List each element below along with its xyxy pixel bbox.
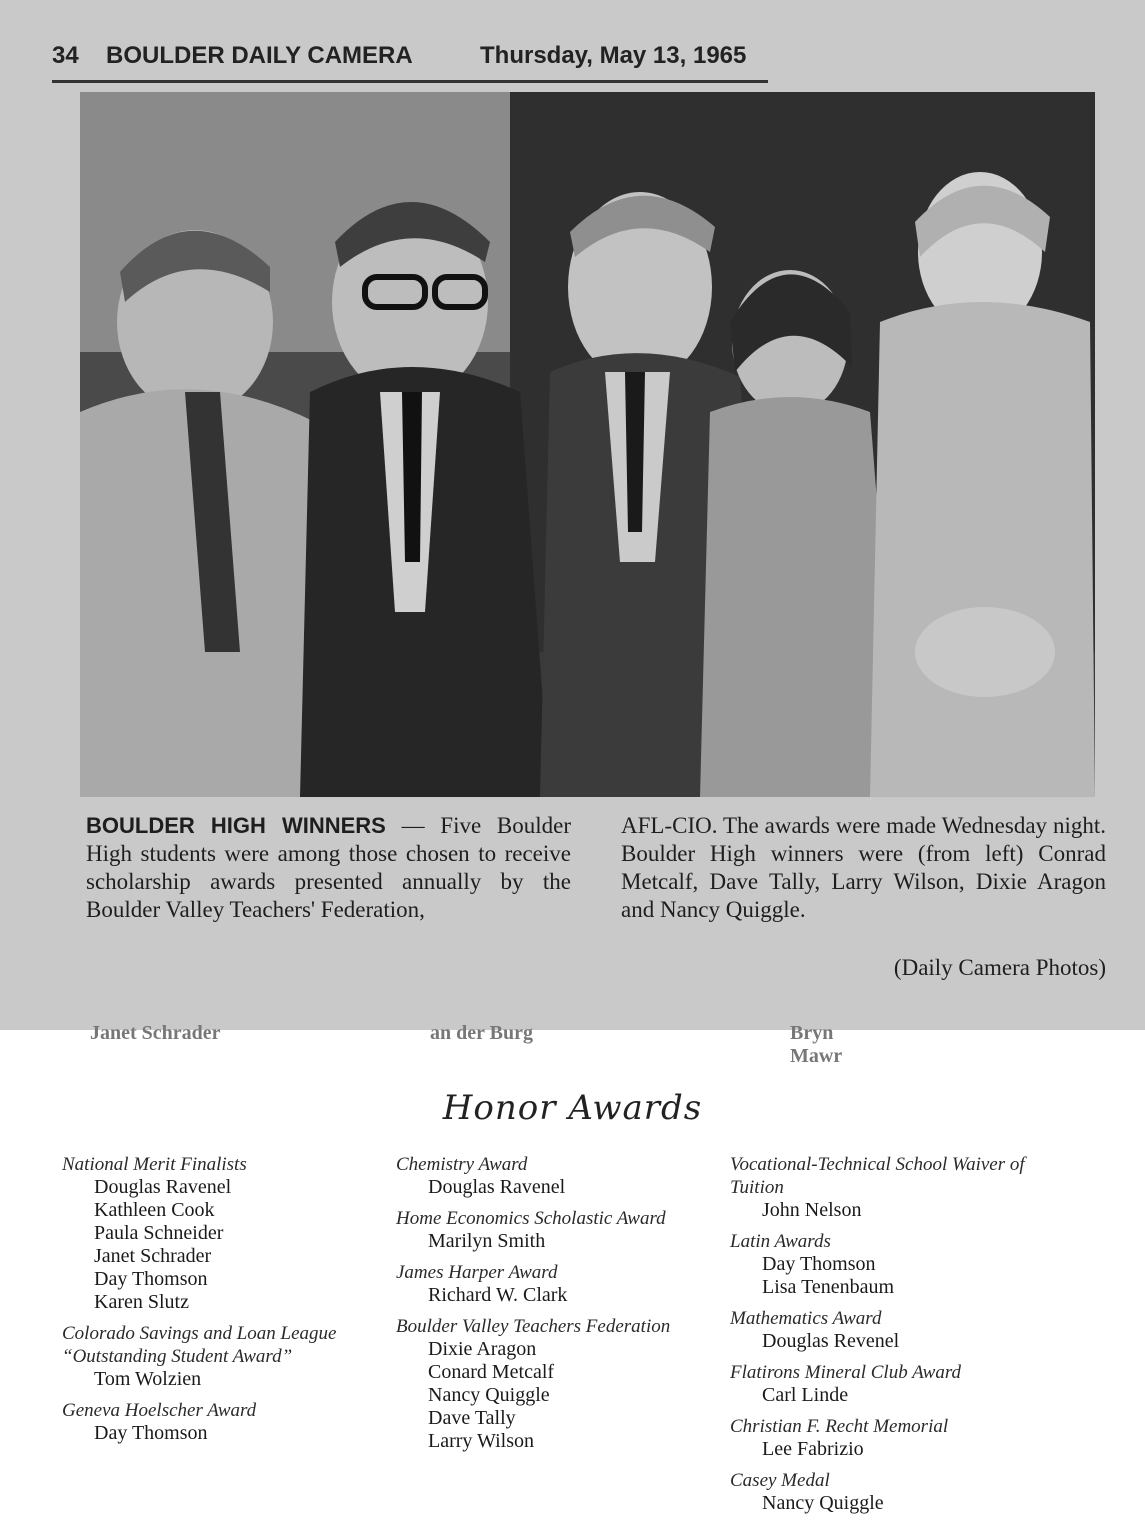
award-title: James Harper Award [396, 1262, 558, 1283]
recipient-name: Kathleen Cook [94, 1199, 215, 1221]
issue-date: Thursday, May 13, 1965 [480, 42, 747, 69]
recipient-name: Douglas Ravenel [94, 1176, 232, 1198]
award-title: Colorado Savings and Loan League “Outstanding Student Award” [62, 1323, 337, 1367]
award-title: Boulder Valley Teachers Federation [396, 1316, 671, 1337]
award-block [730, 1153, 1060, 1222]
award-block [396, 1315, 726, 1453]
photo-credit: (Daily Camera Photos) [893, 955, 1106, 980]
award-block [396, 1261, 726, 1307]
award-block [730, 1230, 1060, 1299]
awards-column-1 [62, 1153, 392, 1453]
page-number: 34 [52, 42, 79, 69]
recipient-name: Janet Schrader [94, 1245, 212, 1267]
award-title: Casey Medal [730, 1470, 830, 1491]
recipient-name: Lisa Tenenbaum [762, 1276, 895, 1298]
award-title: Geneva Hoelscher Award [62, 1400, 257, 1421]
caption-left-column [86, 812, 571, 924]
award-title: Vocational-Technical School Waiver of Tuition [730, 1154, 1025, 1198]
recipient-name: John Nelson [762, 1199, 862, 1221]
recipient-name: Carl Linde [762, 1384, 849, 1406]
winners-photo [80, 92, 1095, 797]
award-block [396, 1207, 726, 1253]
bleed-through-text [90, 1018, 843, 1067]
award-title: Home Economics Scholastic Award [396, 1208, 666, 1229]
caption-right-text: AFL-CIO. The awards were made Wednesday night. Boulder High winners were (from left) Conrad Metcalf, Dave Tally, Larry Wilson, Dixie Aragon and Nancy Quiggle. [621, 813, 1106, 922]
caption-right-column [621, 812, 1106, 924]
award-block [62, 1322, 392, 1391]
award-title: Christian F. Recht Memorial [730, 1416, 949, 1437]
recipient-name: Day Thomson [94, 1422, 208, 1444]
award-title: Mathematics Award [730, 1308, 882, 1329]
recipient-name: Lee Fabrizio [762, 1438, 864, 1460]
recipient-name: Douglas Revenel [762, 1330, 900, 1352]
award-block [730, 1307, 1060, 1353]
award-block [730, 1469, 1060, 1515]
bleed-text-2: an der Burg [430, 1022, 533, 1044]
awards-column-3 [730, 1153, 1060, 1523]
award-block [730, 1361, 1060, 1407]
award-title: Flatirons Mineral Club Award [730, 1362, 962, 1383]
masthead [52, 38, 772, 80]
award-title: Chemistry Award [396, 1154, 528, 1175]
winners-photo-image [80, 92, 1095, 797]
recipient-name: Nancy Quiggle [428, 1384, 550, 1406]
caption-left-text: — Five Boulder High students were among those chosen to receive scholarship awards presented annually by the Boulder Valley Teachers' Federation, [86, 813, 571, 922]
recipient-name: Conard Metcalf [428, 1361, 555, 1383]
recipient-name: Douglas Ravenel [428, 1176, 566, 1198]
recipient-name: Richard W. Clark [428, 1284, 568, 1306]
award-title: Latin Awards [730, 1231, 831, 1252]
award-block [396, 1153, 726, 1199]
recipient-name: Nancy Quiggle [762, 1492, 884, 1514]
awards-column-2 [396, 1153, 726, 1461]
caption-heading: BOULDER HIGH WINNERS [86, 813, 386, 838]
newspaper-name: BOULDER DAILY CAMERA [106, 42, 413, 69]
award-block [730, 1415, 1060, 1461]
recipient-name: Marilyn Smith [428, 1230, 546, 1252]
honor-awards-title: Honor Awards [442, 1088, 703, 1128]
recipient-name: Dixie Aragon [428, 1338, 537, 1360]
recipient-name: Paula Schneider [94, 1222, 224, 1244]
award-title: National Merit Finalists [62, 1154, 247, 1175]
masthead-rule [52, 80, 768, 83]
bleed-text-1: Janet Schrader [90, 1022, 221, 1044]
recipient-name: Day Thomson [94, 1268, 208, 1290]
recipient-name: Larry Wilson [428, 1430, 535, 1452]
award-block [62, 1153, 392, 1314]
recipient-name: Karen Slutz [94, 1291, 189, 1313]
recipient-name: Day Thomson [762, 1253, 876, 1275]
photo-caption [86, 812, 1106, 992]
recipient-name: Dave Tally [428, 1407, 516, 1429]
bleed-text-3: Bryn Mawr [790, 1022, 843, 1067]
award-block [62, 1399, 392, 1445]
recipient-name: Tom Wolzien [94, 1368, 202, 1390]
